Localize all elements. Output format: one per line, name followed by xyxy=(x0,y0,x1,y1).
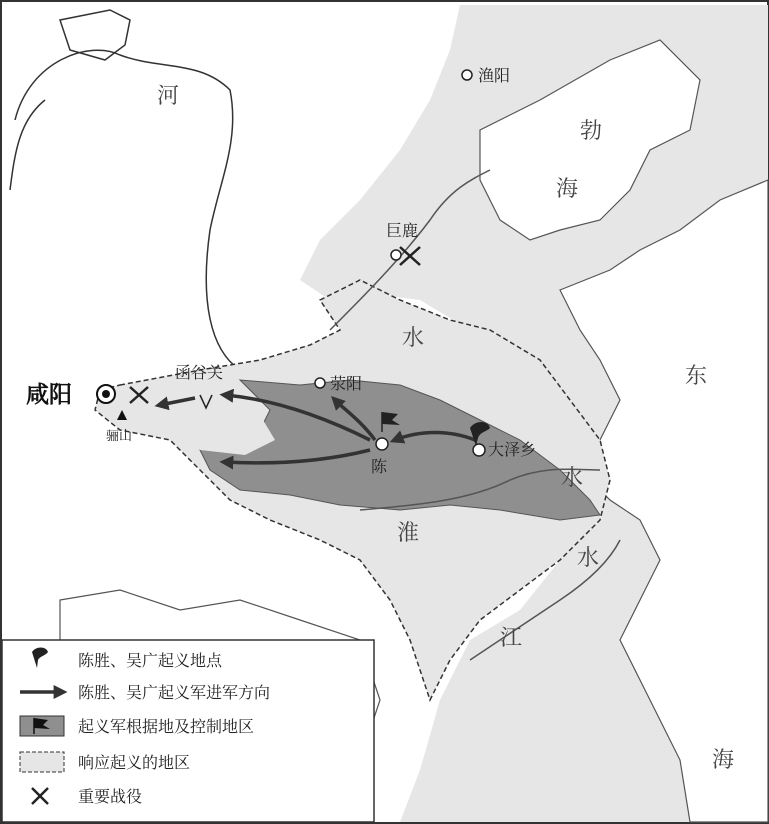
xingyang-marker xyxy=(315,378,325,388)
legend-item-response-area xyxy=(20,752,190,772)
legend-label: 重要战役 xyxy=(78,787,143,806)
legend-label: 陈胜、吴广起义军进军方向 xyxy=(78,683,271,702)
legend-label: 响应起义的地区 xyxy=(78,753,191,772)
label-chen: 陈 xyxy=(371,457,388,476)
legend-label: 陈胜、吴广起义地点 xyxy=(78,651,223,670)
label-yuyang: 渔阳 xyxy=(478,66,511,85)
label-shui-north: 水 xyxy=(402,326,425,351)
dazexiang-marker xyxy=(473,444,485,456)
label-shui-mid: 水 xyxy=(561,466,584,491)
label-dazexiang: 大泽乡 xyxy=(488,440,537,459)
label-bo: 勃 xyxy=(580,119,603,144)
yuyang-marker xyxy=(462,70,472,80)
label-xingyang: 荥阳 xyxy=(330,374,363,393)
response-area-swatch-icon xyxy=(20,752,64,772)
label-dong: 东 xyxy=(685,364,708,389)
label-hai-north: 海 xyxy=(556,177,579,202)
legend-label: 起义军根据地及控制地区 xyxy=(78,717,255,736)
label-jiang: 江 xyxy=(500,626,523,651)
label-hai-east: 海 xyxy=(712,748,735,773)
label-xianyang: 咸阳 xyxy=(26,382,72,408)
label-shui-south: 水 xyxy=(577,546,600,571)
label-julu: 巨鹿 xyxy=(386,221,419,240)
chen-marker xyxy=(376,438,388,450)
label-he: 河 xyxy=(157,84,180,109)
label-huai: 淮 xyxy=(397,521,420,546)
julu-marker xyxy=(391,250,401,260)
xianyang-capital-icon xyxy=(97,385,115,403)
legend xyxy=(2,640,374,822)
label-hanguguan: 函谷关 xyxy=(175,363,224,382)
legend-item-base-area xyxy=(20,716,254,736)
label-lishan: 骊山 xyxy=(106,429,133,444)
